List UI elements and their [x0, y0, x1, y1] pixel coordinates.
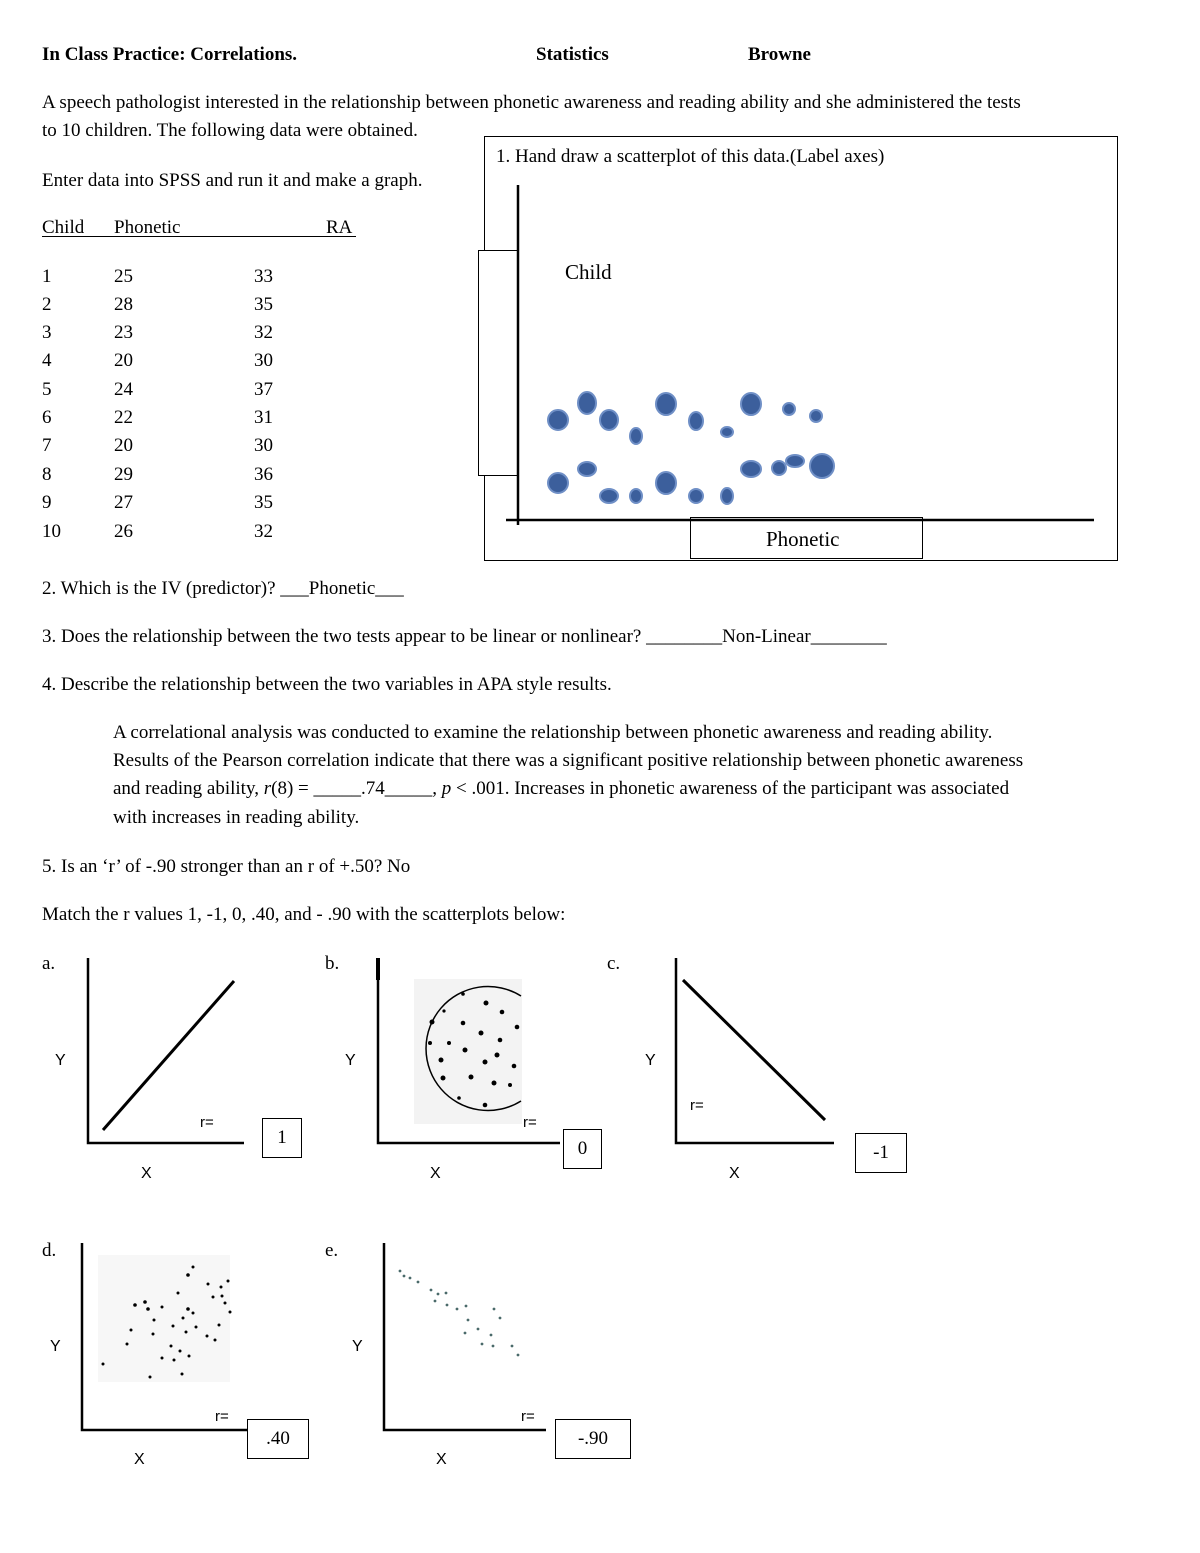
scatter-dot: [548, 473, 568, 493]
cell-child: 2: [42, 294, 52, 315]
scatter-dot: [721, 488, 733, 504]
intro-line-1: A speech pathologist interested in the relationship between phonetic awareness and reading ability and she administered the tests: [42, 92, 1021, 113]
cell-phonetic: 23: [114, 322, 133, 343]
cell-child: 1: [42, 266, 52, 287]
cell-child: 5: [42, 379, 52, 400]
plot-e-x-label: X: [436, 1451, 447, 1468]
scatterplot-prompt: 1. Hand draw a scatterplot of this data.(Label axes): [496, 146, 885, 167]
intro-line-2: to 10 children. The following data were obtained.: [42, 120, 418, 141]
scatter-dot: [548, 410, 568, 430]
cell-ra: 31: [254, 407, 273, 428]
plot-a-x-label: X: [141, 1165, 152, 1182]
cell-phonetic: 24: [114, 379, 133, 400]
cell-phonetic: 20: [114, 350, 133, 371]
cell-child: 9: [42, 492, 52, 513]
plot-c-answer-box: -1: [855, 1133, 907, 1173]
plot-b-y-label: Y: [345, 1052, 356, 1069]
plot-e-answer-box: -.90: [555, 1419, 631, 1459]
apa-line-2: Results of the Pearson correlation indicate that there was a significant positive relationship between phonetic awareness: [113, 750, 1024, 771]
scatter-dot: [656, 393, 676, 415]
plot-c-x-label: X: [729, 1165, 740, 1182]
spss-instruction: Enter data into SPSS and run it and make a graph.: [42, 170, 423, 191]
scatter-dot: [741, 461, 761, 477]
plot-a-line: [103, 981, 234, 1130]
plot-e-letter: e.: [325, 1240, 339, 1261]
cell-ra: 30: [254, 435, 273, 456]
scatter-dot: [656, 472, 676, 494]
cell-phonetic: 22: [114, 407, 133, 428]
plot-a-r-label: r=: [200, 1114, 214, 1131]
scatter-dot: [741, 393, 761, 415]
scatter-dot: [578, 392, 596, 414]
question-5: 5. Is an ‘r’ of -.90 stronger than an r of +.50? No: [42, 856, 411, 877]
plot-e-axes: [384, 1243, 546, 1430]
scatter-dot: [810, 410, 822, 422]
question-4: 4. Describe the relationship between the two variables in APA style results.: [42, 674, 612, 695]
scatter-dot: [772, 461, 786, 475]
scatter-dot: [721, 427, 733, 437]
cell-ra: 35: [254, 492, 273, 513]
question-3: 3. Does the relationship between the two tests appear to be linear or nonlinear? ________Non-Linear________: [42, 626, 887, 647]
cell-phonetic: 25: [114, 266, 133, 287]
cell-ra: 36: [254, 464, 273, 485]
cell-ra: 37: [254, 379, 273, 400]
cell-phonetic: 27: [114, 492, 133, 513]
apa-line-4: with increases in reading ability.: [113, 807, 360, 828]
scatter-dot: [600, 489, 618, 503]
cell-child: 4: [42, 350, 52, 371]
scatter-dot: [630, 428, 642, 444]
scatter-dot: [578, 462, 596, 476]
plot-e-dots: [399, 1270, 520, 1357]
subject-label: Statistics: [536, 44, 609, 65]
cell-ra: 32: [254, 322, 273, 343]
cell-phonetic: 26: [114, 521, 133, 542]
plot-b-answer-box: 0: [563, 1129, 602, 1169]
plot-d-r-label: r=: [215, 1408, 229, 1425]
scatter-dot: [689, 489, 703, 503]
plot-b-r-label: r=: [523, 1114, 537, 1131]
col-header-child: Child: [42, 217, 85, 238]
plot-b-letter: b.: [325, 953, 340, 974]
cell-ra: 30: [254, 350, 273, 371]
plot-d-answer-box: .40: [247, 1419, 309, 1459]
cell-child: 10: [42, 521, 61, 542]
plot-d-x-label: X: [134, 1451, 145, 1468]
cell-child: 7: [42, 435, 52, 456]
cell-ra: 32: [254, 521, 273, 542]
plot-e: [384, 1243, 546, 1430]
match-instruction: Match the r values 1, -1, 0, .40, and - .90 with the scatterplots below:: [42, 904, 566, 925]
cell-child: 8: [42, 464, 52, 485]
plot-a-axes: [88, 958, 244, 1143]
scatter-dot: [689, 412, 703, 430]
plot-b-x-label: X: [430, 1165, 441, 1182]
cell-ra: 35: [254, 294, 273, 315]
col-header-ra: RA: [326, 217, 353, 238]
scatter-dot: [600, 410, 618, 430]
plot-d: [82, 1243, 248, 1430]
scatter-dot: [786, 455, 804, 467]
scatter-dots: [548, 392, 834, 504]
plot-a: [88, 958, 244, 1143]
plot-a-y-label: Y: [55, 1052, 66, 1069]
apa-line-1: A correlational analysis was conducted to examine the relationship between phonetic awareness and reading ability.: [113, 722, 993, 743]
scatter-dot: [810, 454, 834, 478]
cell-child: 6: [42, 407, 52, 428]
scatter-x-label: Phonetic: [766, 527, 840, 551]
cell-phonetic: 28: [114, 294, 133, 315]
scatter-dot: [630, 489, 642, 503]
plot-b-background: [414, 979, 522, 1124]
plot-c-letter: c.: [607, 953, 621, 974]
worksheet-title: In Class Practice: Correlations.: [42, 44, 298, 65]
cell-child: 3: [42, 322, 52, 343]
cell-phonetic: 20: [114, 435, 133, 456]
cell-phonetic: 29: [114, 464, 133, 485]
plot-c-r-label: r=: [690, 1097, 704, 1114]
teacher-name: Browne: [748, 44, 811, 65]
apa-line-3: and reading ability, r(8) = _____.74_____, p < .001. Increases in phonetic awareness of the participant was associated: [113, 778, 1010, 799]
plot-c: [676, 958, 834, 1143]
plot-e-r-label: r=: [521, 1408, 535, 1425]
plot-d-y-label: Y: [50, 1338, 61, 1355]
col-header-phonetic: Phonetic: [114, 217, 181, 238]
plot-d-background: [98, 1255, 230, 1382]
plot-c-y-label: Y: [645, 1052, 656, 1069]
plot-c-line: [683, 980, 825, 1120]
plot-e-y-label: Y: [352, 1338, 363, 1355]
scatter-dot: [783, 403, 795, 415]
plot-d-letter: d.: [42, 1240, 57, 1261]
cell-ra: 33: [254, 266, 273, 287]
question-2: 2. Which is the IV (predictor)? ___Phonetic___: [42, 578, 404, 599]
scatter-y-label: Child: [565, 260, 612, 284]
plot-a-answer-box: 1: [262, 1118, 302, 1158]
plot-a-letter: a.: [42, 953, 56, 974]
